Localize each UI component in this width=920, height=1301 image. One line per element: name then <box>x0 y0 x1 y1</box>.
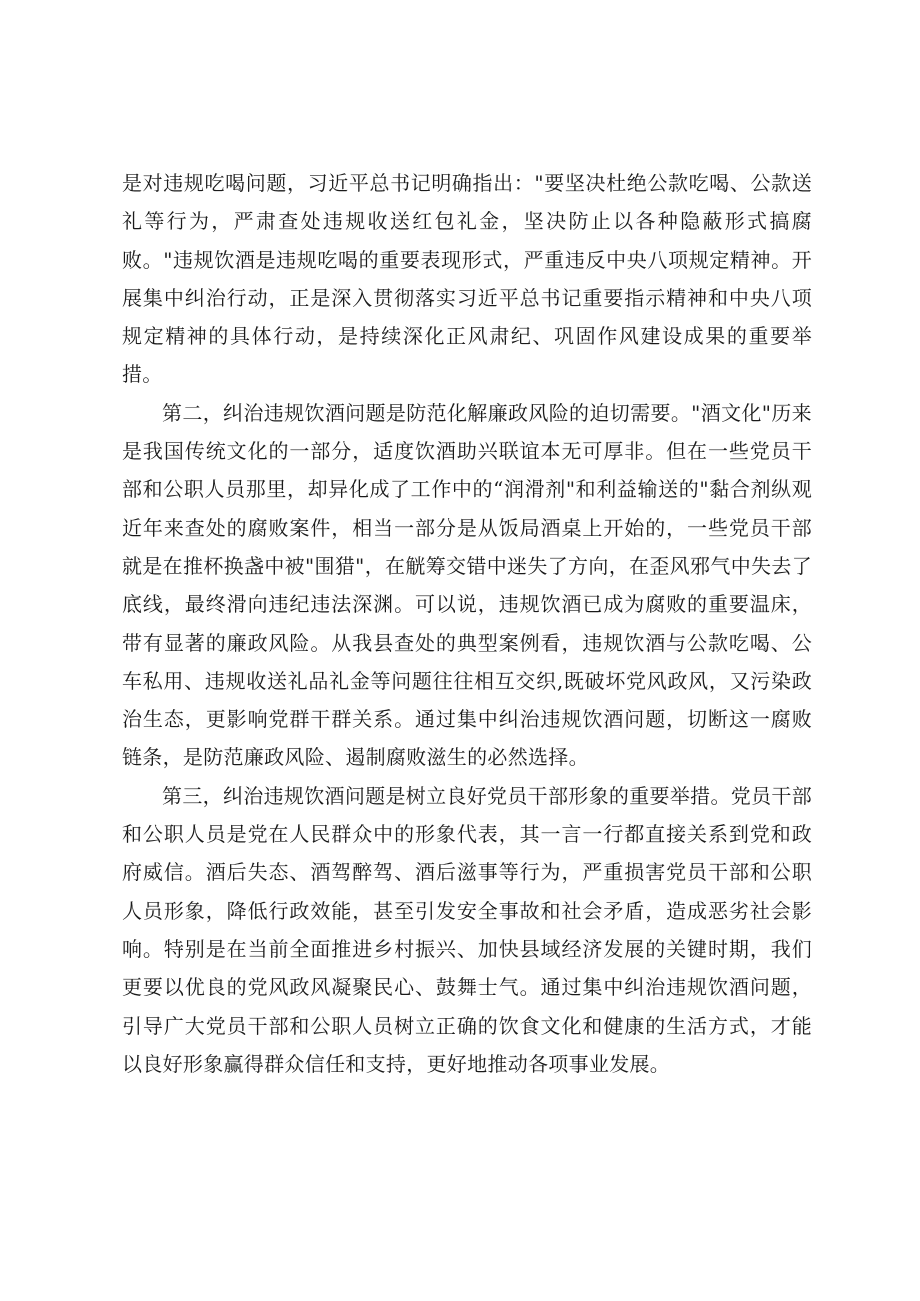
paragraph-second-point: 第二，纠治违规饮酒问题是防范化解廉政风险的迫切需要。"酒文化"历来是我国传统文化的一部分，适度饮酒助兴联谊本无可厚非。但在一些党员干部和公职人员那里，却异化成了工作中的“润滑剂"和利益输送的"黏合剂纵观近年来查处的腐败案件，相当一部分是从饭局酒桌上开始的，一些党员干部就是在推杯换盏中被"围猎"，在觥筹交错中迷失了方向，在歪风邪气中失去了底线，最终滑向违纪违法深渊。可以说，违规饮酒已成为腐败的重要温床，带有显著的廉政风险。从我县查处的典型案例看，违规饮酒与公款吃喝、公车私用、违规收送礼品礼金等问题往往相互交织,既破坏党风政风，又污染政治生态，更影响党群干群关系。通过集中纠治违规饮酒问题，切断这一腐败链条，是防范廉政风险、遏制腐败滋生的必然选择。 <box>122 400 812 770</box>
document-body <box>122 164 812 1083</box>
paragraph-continuation: 是对违规吃喝问题，习近平总书记明确指出："要坚决杜绝公款吃喝、公款送礼等行为，严肃查处违规收送红包礼金，坚决防止以各种隐蔽形式搞腐败。"违规饮酒是违规吃喝的重要表现形式，严重违反中央八项规定精神。开展集中纠治行动，正是深入贯彻落实习近平总书记重要指示精神和中央八项规定精神的具体行动，是持续深化正风肃纪、巩固作风建设成果的重要举措。 <box>122 171 812 387</box>
paragraph-third-point: 第三，纠治违规饮酒问题是树立良好党员干部形象的重要举措。党员干部和公职人员是党在人民群众中的形象代表，其一言一行都直接关系到党和政府威信。酒后失态、酒驾醉驾、酒后滋事等行为，严重损害党员干部和公职人员形象，降低行政效能，甚至引发安全事故和社会矛盾，造成恶劣社会影响。特别是在当前全面推进乡村振兴、加快县域经济发展的关键时期，我们更要以优良的党风政风凝聚民心、鼓舞士气。通过集中纠治违规饮酒问题，引导广大党员干部和公职人员树立正确的饮食文化和健康的生活方式，才能以良好形象赢得群众信任和支持，更好地推动各项事业发展。 <box>122 783 812 1076</box>
